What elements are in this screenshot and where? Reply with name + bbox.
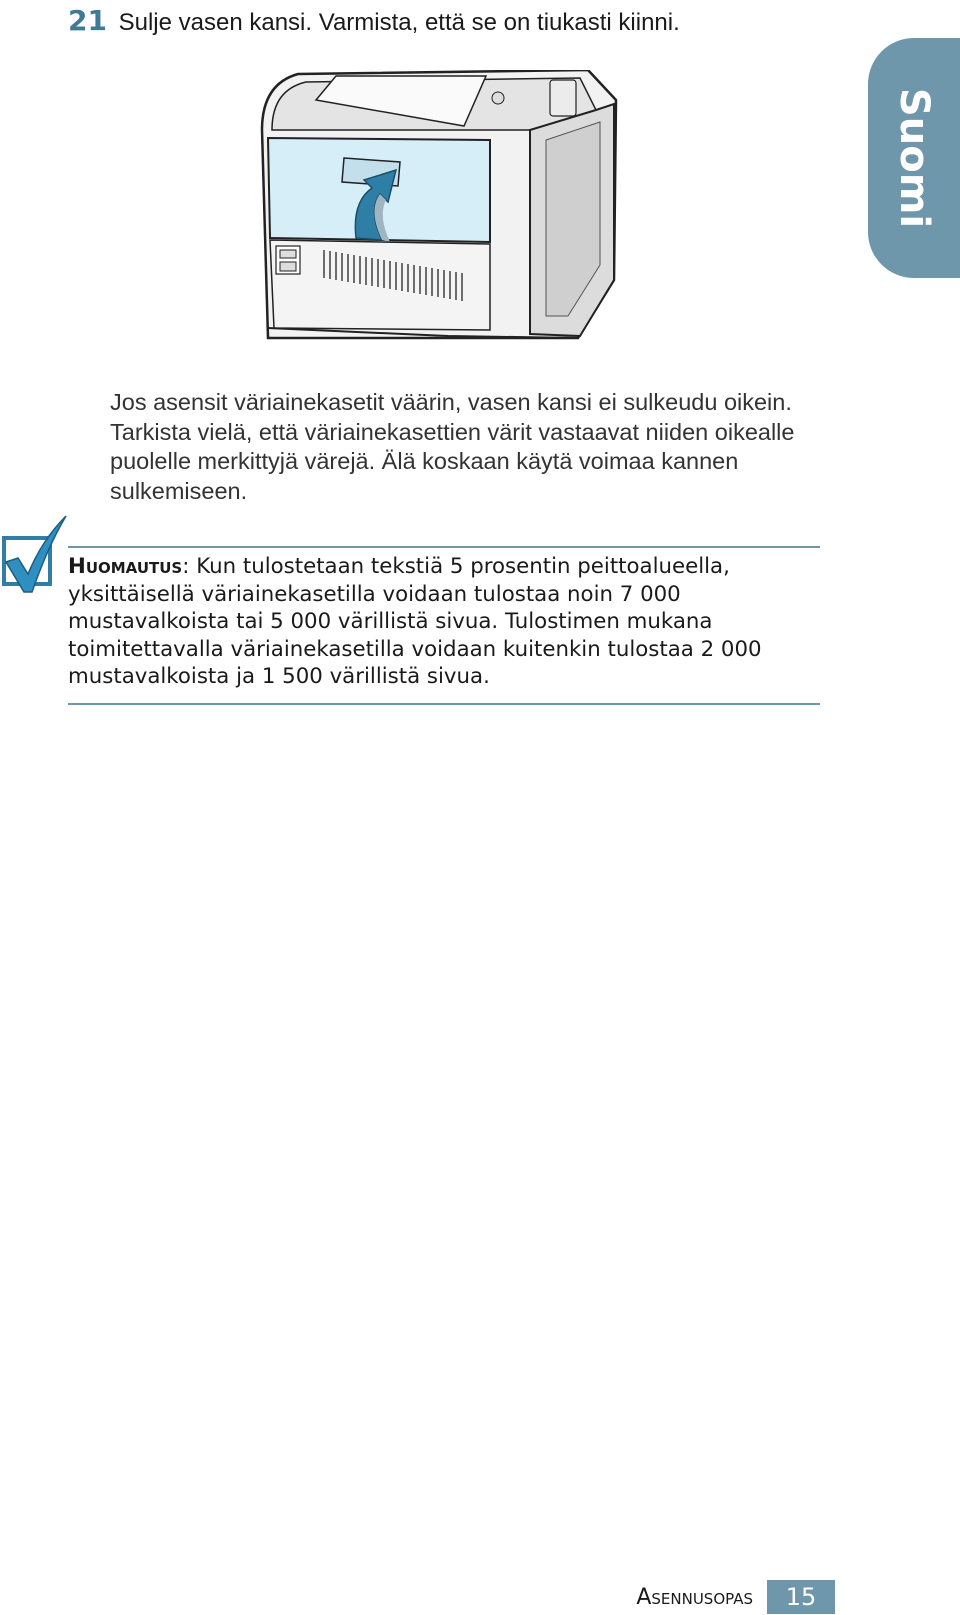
checkmark-note-icon [0,512,70,594]
warning-text: Jos asensit väriainekasetit väärin, vasen kansi ei sulkeudu oikein. Tarkista vielä, että väriainekasettien värit vastaavat niiden oikealle puolelle merkittyjä värejä. Älä koskaan käytä voimaa kannen sulkemiseen. [110,389,795,504]
note-bottom-rule [68,703,820,705]
note-block [68,553,820,691]
note-label: Huomautus [68,554,183,579]
step-number: 21 [68,4,107,37]
note-top-rule [68,546,820,548]
step-instruction [68,4,680,37]
language-tab-label: Suomi [891,87,937,229]
page-number: 15 [767,1580,835,1614]
note-separator: : [182,554,190,579]
page-footer [636,1580,835,1614]
step-text: Sulje vasen kansi. Varmista, että se on tiukasti kiinni. [118,9,680,36]
printer-illustration [258,70,618,345]
language-tab [868,38,960,278]
note-text: Kun tulostetaan tekstiä 5 prosentin peittoalueella, yksittäisellä väriainekasetilla voidaan tulostaa noin 7 000 mustavalkoista tai 5 000 värillistä sivua. Tulostimen mukana toimitettavalla väriainekasetilla voidaan kuitenkin tulostaa 2 000 mustavalkoista ja 1 500 värillistä sivua. [68,554,762,689]
footer-title: Asennusopas [636,1584,753,1610]
